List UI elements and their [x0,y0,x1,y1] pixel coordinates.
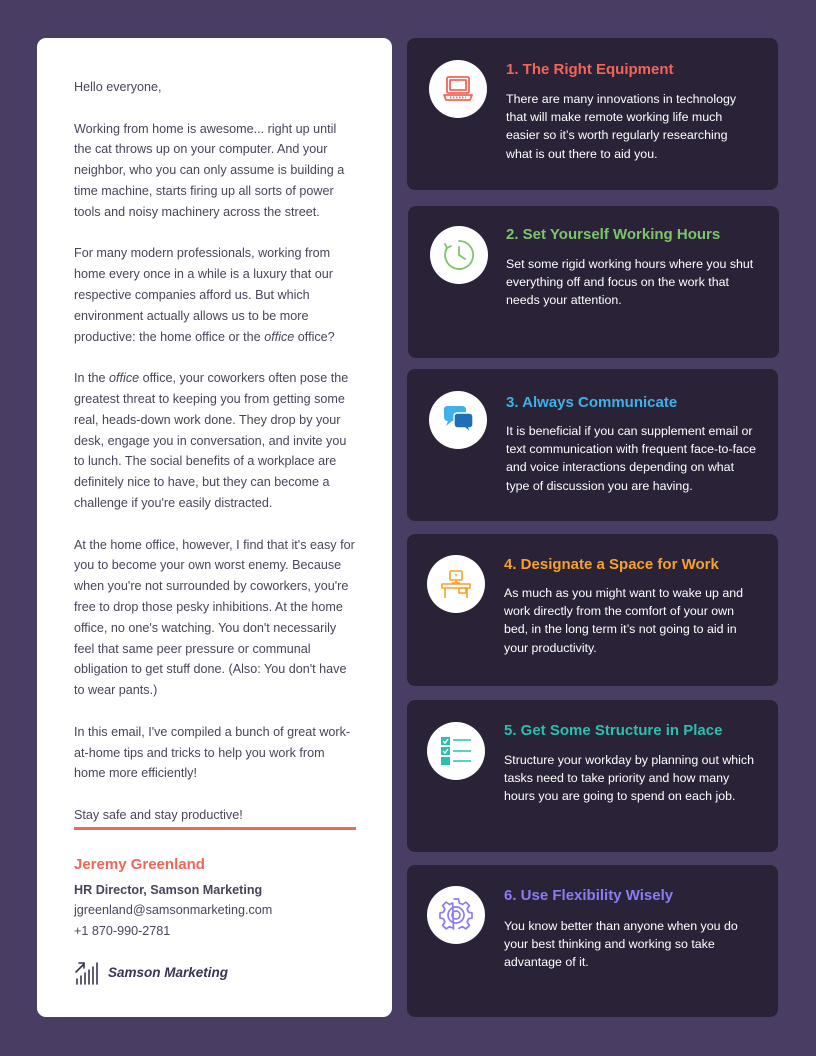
tip-card-4 [407,534,778,686]
brand-logo [74,960,356,986]
bar-chart-logo-icon [74,960,100,986]
letter-closing: Stay safe and stay productive! [74,807,243,822]
tip-card-3 [407,369,778,521]
gear-icon [427,886,485,944]
tip-text-3: It is beneficial if you can supplement email or text communication with frequent face-to-face and voice interactions depending on what type of discussion you are having. [506,424,756,493]
tip-text-2: Set some rigid working hours where you shut everything off and focus on the work that needs your attention. [506,257,754,308]
tip-card-2 [408,206,779,358]
signature-name: Jeremy Greenland [74,855,205,873]
letter-paragraph-2: For many modern professionals, working from home every once in a while is a luxury that our respective companies afford us. But which environment actually allows us to be more productive: the home office or the office office? [74,246,335,344]
letter-panel [37,38,392,1017]
clock-icon [430,226,488,284]
signature-title: HR Director, Samson Marketing [74,882,263,897]
letter-paragraph-4: At the home office, however, I find that it's easy for you to become your own worst enemy. Because when you're not surrounded by coworkers, you're free to drop those pesky inhibitions. At the home office, no one's watching. You don't necessarily feel that same peer pressure or communal obligation to get stuff done. (Also: You don't have to wear pants.) [74,537,355,698]
brand-name: Samson Marketing [108,964,229,980]
desk-icon [427,555,485,613]
tip-text-4: As much as you might want to wake up and work directly from the comfort of your own bed, in the long term it’s not going to aid in your productivity. [504,586,743,655]
letter-paragraph-3: In the office office, your coworkers often pose the greatest threat to keeping you from getting some real, heads-down work done. They drop by your desk, engage you in conversation, and invite you to lunch. The social benefits of a workplace are definitely nice to have, but they can become a challenge if you're easily distracted. [74,371,349,510]
signature-email[interactable]: jgreenland@samsonmarketing.com [74,903,273,918]
tip-title-2: 2. Set Yourself Working Hours [506,226,721,243]
tip-title-1: 1. The Right Equipment [506,61,674,78]
letter-paragraph-5: In this email, I've compiled a bunch of great work-at-home tips and tricks to help you work from home more efficiently! [74,724,351,781]
laptop-icon [429,60,487,118]
divider [74,827,356,830]
tip-title-3: 3. Always Communicate [506,394,678,411]
checklist-icon [427,722,485,780]
tip-title-4: 4. Designate a Space for Work [504,556,719,573]
signature-phone: +1 870-990-2781 [74,924,171,939]
tip-card-1 [407,38,778,190]
tip-card-5 [407,700,778,852]
chat-bubbles-icon [429,391,487,449]
tip-title-5: 5. Get Some Structure in Place [504,722,723,739]
letter-paragraph-1: Working from home is awesome... right up until the cat throws up on your computer. And your neighbor, who you can only assume is building a time machine, starts firing up all sorts of power tools and noisy machinery across the street. [74,121,345,219]
letter-greeting: Hello everyone, [74,80,162,94]
tip-text-5: Structure your workday by planning out which tasks need to take priority and how many hours you are going to spend on each job. [504,753,755,804]
tip-title-6: 6. Use Flexibility Wisely [504,887,674,904]
tip-card-6 [407,865,778,1017]
tip-text-6: You know better than anyone when you do your best thinking and working so take advantage of it. [504,919,738,970]
tip-text-1: There are many innovations in technology that will make remote working life much easier so it’s worth regularly researching what is out there to aid you. [506,92,737,161]
